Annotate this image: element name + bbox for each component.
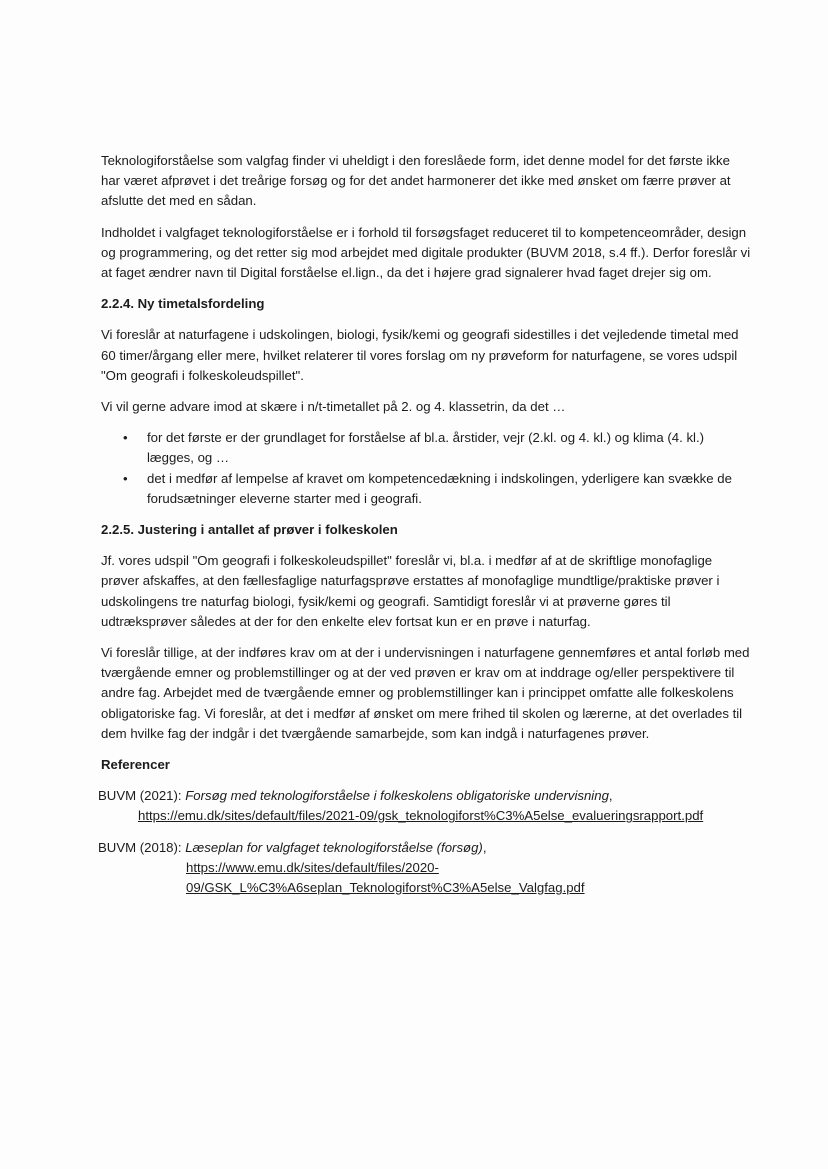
- document-body: [98, 151, 751, 909]
- reference-buvm-2018: [98, 838, 751, 899]
- reference-link[interactable]: https://emu.dk/sites/default/files/2021-09/gsk_teknologiforst%C3%A5else_evalueringsrapport.pdf: [138, 808, 704, 824]
- reference-prefix: BUVM (2018):: [98, 839, 186, 855]
- paragraph-naturfagene: Vi foreslår at naturfagene i udskolingen, biologi, fysik/kemi og geografi sidestilles i det vejledende timetal med 60 timer/årgang eller mere, hvilket relaterer til vores forslag om ny prøveform for naturfagene, se vores udspil "Om geografi i folkeskoleudspillet".: [101, 327, 739, 383]
- list-item-text: det i medfør af lempelse af kravet om kompetencedækning i indskolingen, yderligere kan svække de forudsætninger eleverne starter med i geografi.: [147, 470, 732, 506]
- list-item-text: for det første er der grundlaget for forståelse af bl.a. årstider, vejr (2.kl. og 4. kl.) og klima (4. kl.) lægges, og …: [147, 430, 705, 466]
- reference-link[interactable]: https://www.emu.dk/sites/default/files/2020-: [186, 859, 439, 875]
- list-item: [101, 469, 751, 509]
- reference-prefix: BUVM (2021):: [98, 788, 186, 804]
- paragraph-tillige: Vi foreslår tillige, at der indføres krav om at der i undervisningen i naturfagene gennemføres et antal forløb med tværgående emner og problemstillinger og at der ved prøven er krav om at inddrage og/eller perspektivere til andre fag. Arbejdet med de tværgående emner og problemstillinger kan i princippet omfatte alle folkeskolens obligatoriske fag. Vi foreslår, at det i medfør af ønsket om mere frihed til skolen og lærerne, at det overlades til dem hvilke fag der indgår i det tværgående samarbejde, som kan indgå i naturfagenes prøver.: [101, 645, 750, 741]
- reference-suffix: ,: [482, 839, 487, 855]
- paragraph-valgfag: Teknologiforståelse som valgfag finder vi uheldigt i den foreslåede form, idet denne model for det første ikke har været afprøvet i det treårige forsøg og for det andet harmonerer det ikke med ønsket om færre prøver at afslutte det med en sådan.: [101, 153, 731, 209]
- heading-justering-proever: 2.2.5. Justering i antallet af prøver i folkeskolen: [101, 522, 398, 538]
- bullet-icon: •: [123, 470, 128, 486]
- heading-ny-timetalsfordeling: 2.2.4. Ny timetalsfordeling: [101, 296, 265, 312]
- reference-title: Læseplan for valgfaget teknologiforståelse (forsøg): [185, 839, 483, 855]
- reference-link[interactable]: 09/GSK_L%C3%A6seplan_Teknologiforst%C3%A5else_Valgfag.pdf: [186, 880, 585, 896]
- reference-suffix: ,: [608, 788, 613, 804]
- paragraph-advare: Vi vil gerne advare imod at skære i n/t-timetallet på 2. og 4. klassetrin, da det …: [101, 399, 566, 415]
- paragraph-udspil: Jf. vores udspil "Om geografi i folkeskoleudspillet" foreslår vi, bl.a. i medfør af at de skriftlige monofaglige prøver afskaffes, at den fællesfaglige naturfagsprøve erstattes af monofaglige mundtlige/praktiske prøver i udskolingens tre naturfag biologi, fysik/kemi og geografi. Samtidigt foreslår vi at prøverne gøres til udtræksprøver således at der for den enkelte elev fortsat kun er en prøve i naturfag.: [101, 553, 720, 629]
- bullet-icon: •: [123, 430, 128, 446]
- list-item: [101, 428, 751, 468]
- reference-title: Forsøg med teknologiforståelse i folkeskolens obligatoriske undervisning: [185, 788, 609, 804]
- paragraph-indholdet: Indholdet i valgfaget teknologiforståelse er i forhold til forsøgsfaget reduceret til to kompetenceområder, design og programmering, og det retter sig mod arbejdet med digitale produkter (BUVM 2018, s.4 ff.). Derfor foreslår vi at faget ændrer navn til Digital forståelse el.lign., da det i højere grad signalerer hvad faget drejer sig om.: [101, 224, 751, 281]
- bullet-list: [101, 428, 751, 509]
- heading-referencer: Referencer: [101, 757, 170, 773]
- reference-buvm-2021: [98, 786, 751, 826]
